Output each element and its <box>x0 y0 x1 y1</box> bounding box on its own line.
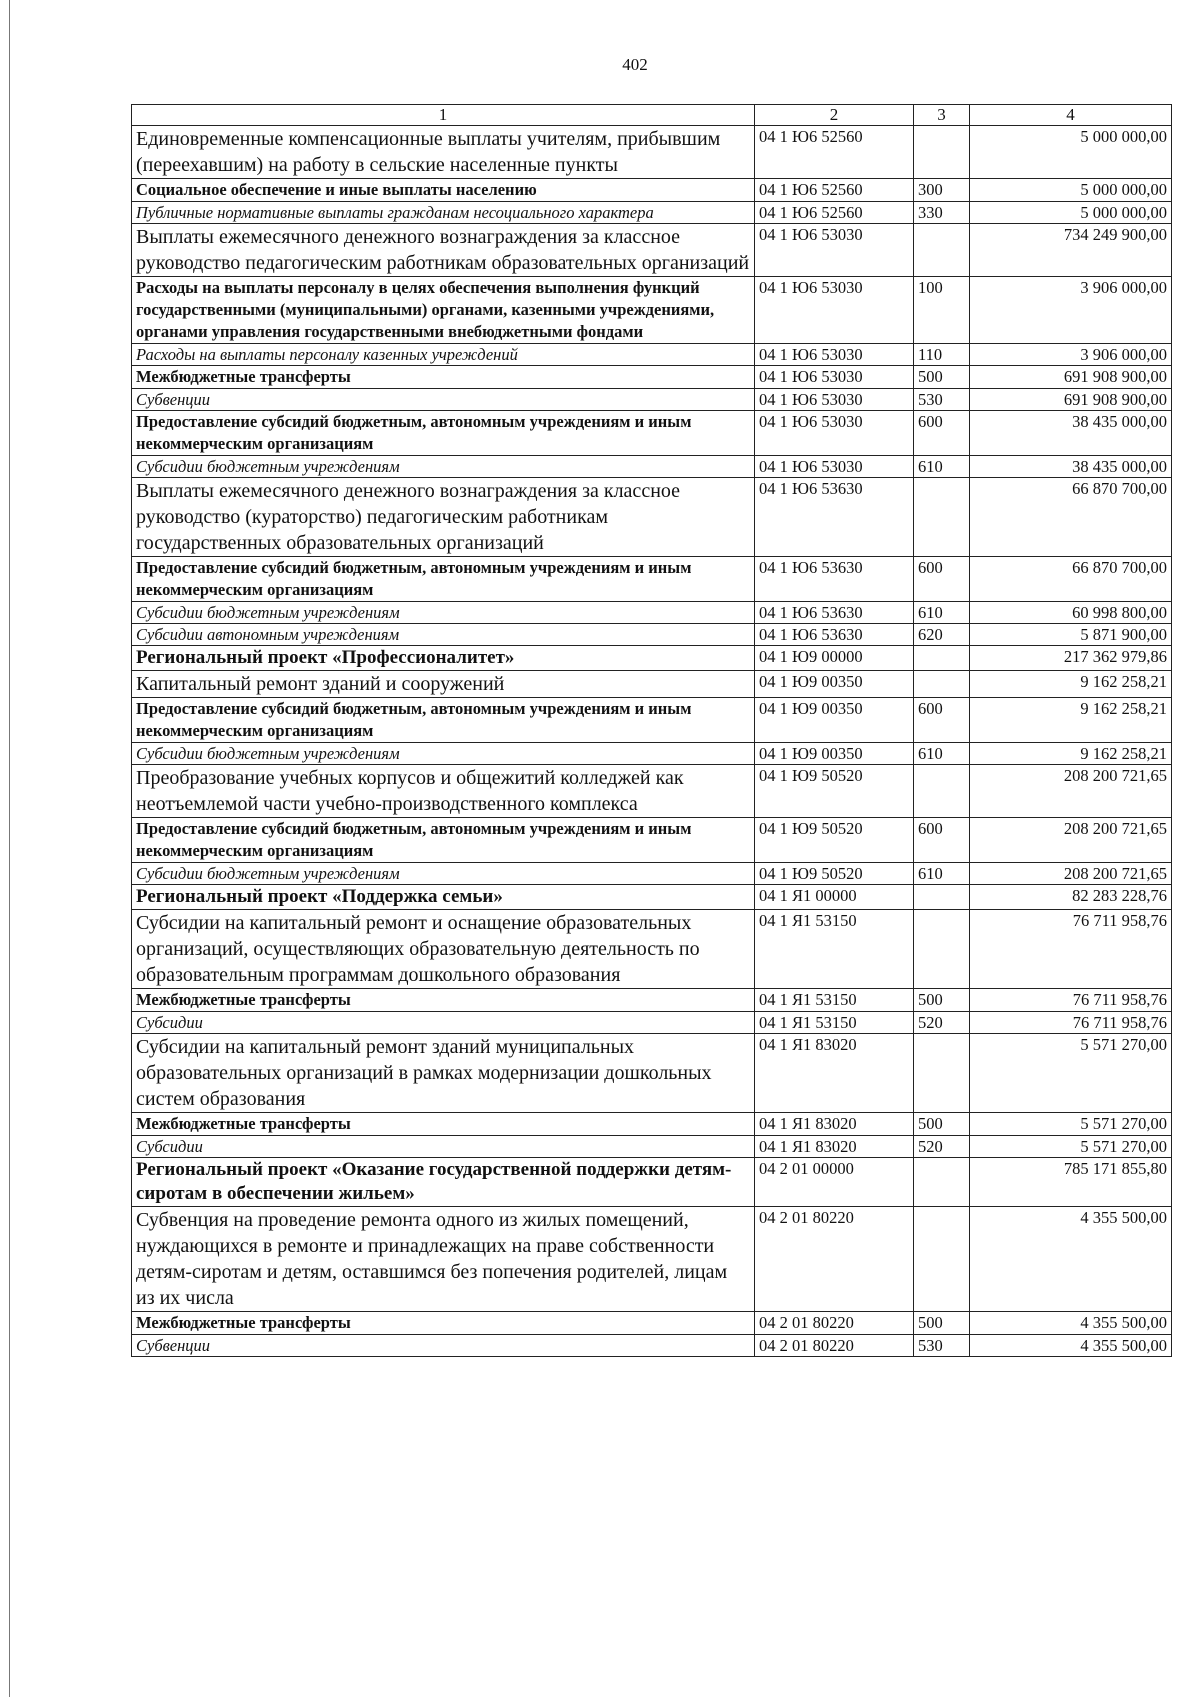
table-row <box>132 624 1172 646</box>
row-code-cell: 04 1 Я1 53150 <box>755 989 914 1012</box>
row-amount-cell: 691 908 900,00 <box>970 389 1172 411</box>
row-amount-cell: 4 355 500,00 <box>970 1207 1172 1312</box>
row-amount-cell: 4 355 500,00 <box>970 1335 1172 1357</box>
row-name-cell: Межбюджетные трансферты <box>132 366 755 389</box>
row-amount-cell: 66 870 700,00 <box>970 557 1172 602</box>
row-expense-type-cell: 610 <box>914 456 970 478</box>
row-amount-cell: 3 906 000,00 <box>970 344 1172 366</box>
header-col-1: 1 <box>132 105 755 126</box>
table-row <box>132 1158 1172 1207</box>
row-amount-cell: 208 200 721,65 <box>970 765 1172 818</box>
table-row <box>132 1335 1172 1357</box>
table-row <box>132 1012 1172 1034</box>
row-code-cell: 04 1 Ю9 50520 <box>755 765 914 818</box>
row-code-cell: 04 1 Ю6 53030 <box>755 344 914 366</box>
table-row <box>132 389 1172 411</box>
row-amount-cell: 3 906 000,00 <box>970 277 1172 344</box>
row-name-cell: Межбюджетные трансферты <box>132 989 755 1012</box>
table-row <box>132 602 1172 624</box>
row-amount-cell: 38 435 000,00 <box>970 411 1172 456</box>
row-amount-cell: 208 200 721,65 <box>970 863 1172 885</box>
table-row <box>132 126 1172 179</box>
row-amount-cell: 60 998 800,00 <box>970 602 1172 624</box>
row-name-cell: Предоставление субсидий бюджетным, автономным учреждениям и иным некоммерческим организациям <box>132 557 755 602</box>
row-amount-cell: 785 171 855,80 <box>970 1158 1172 1207</box>
row-amount-cell: 9 162 258,21 <box>970 671 1172 698</box>
row-name-cell: Межбюджетные трансферты <box>132 1312 755 1335</box>
table-row <box>132 765 1172 818</box>
row-amount-cell: 76 711 958,76 <box>970 989 1172 1012</box>
page-edge-line <box>9 0 10 1697</box>
row-code-cell: 04 1 Ю9 00350 <box>755 743 914 765</box>
row-name-cell: Капитальный ремонт зданий и сооружений <box>132 671 755 698</box>
row-code-cell: 04 1 Я1 83020 <box>755 1113 914 1136</box>
table-row <box>132 478 1172 557</box>
row-expense-type-cell <box>914 224 970 277</box>
row-expense-type-cell: 610 <box>914 863 970 885</box>
row-code-cell: 04 1 Ю6 53630 <box>755 602 914 624</box>
row-expense-type-cell: 500 <box>914 366 970 389</box>
table-row <box>132 344 1172 366</box>
row-name-cell: Субвенции <box>132 1335 755 1357</box>
row-expense-type-cell <box>914 1034 970 1113</box>
row-amount-cell: 5 571 270,00 <box>970 1034 1172 1113</box>
row-code-cell: 04 1 Ю9 00350 <box>755 698 914 743</box>
row-name-cell: Предоставление субсидий бюджетным, автономным учреждениям и иным некоммерческим организациям <box>132 818 755 863</box>
table-row <box>132 1034 1172 1113</box>
row-expense-type-cell <box>914 478 970 557</box>
row-amount-cell: 4 355 500,00 <box>970 1312 1172 1335</box>
row-name-cell: Субвенция на проведение ремонта одного из жилых помещений, нуждающихся в ремонте и принадлежащих на праве собственности детям-сиротам и детям, оставшимся без попечения родителей, лицам из их числа <box>132 1207 755 1312</box>
row-name-cell: Субсидии <box>132 1136 755 1158</box>
header-col-3: 3 <box>914 105 970 126</box>
table-row <box>132 698 1172 743</box>
table-row <box>132 989 1172 1012</box>
row-code-cell: 04 2 01 00000 <box>755 1158 914 1207</box>
table-row <box>132 863 1172 885</box>
table-row <box>132 671 1172 698</box>
row-amount-cell: 5 000 000,00 <box>970 179 1172 202</box>
row-expense-type-cell: 110 <box>914 344 970 366</box>
row-name-cell: Субсидии бюджетным учреждениям <box>132 743 755 765</box>
row-name-cell: Субсидии на капитальный ремонт зданий муниципальных образовательных организаций в рамках модернизации дошкольных систем образования <box>132 1034 755 1113</box>
row-name-cell: Региональный проект «Оказание государственной поддержки детям-сиротам в обеспечении жильем» <box>132 1158 755 1207</box>
row-expense-type-cell: 300 <box>914 179 970 202</box>
row-code-cell: 04 1 Я1 83020 <box>755 1034 914 1113</box>
row-expense-type-cell <box>914 765 970 818</box>
row-code-cell: 04 1 Я1 83020 <box>755 1136 914 1158</box>
row-code-cell: 04 1 Ю6 53030 <box>755 366 914 389</box>
row-expense-type-cell: 500 <box>914 1312 970 1335</box>
table-body <box>132 126 1172 1357</box>
table-row <box>132 910 1172 989</box>
row-amount-cell: 66 870 700,00 <box>970 478 1172 557</box>
row-expense-type-cell: 520 <box>914 1012 970 1034</box>
table-row <box>132 885 1172 910</box>
row-expense-type-cell: 610 <box>914 602 970 624</box>
row-expense-type-cell <box>914 671 970 698</box>
row-code-cell: 04 1 Ю6 53030 <box>755 456 914 478</box>
row-name-cell: Расходы на выплаты персоналу в целях обеспечения выполнения функций государственными (муниципальными) органами, казенными учреждениями, органами управления государственными внебюджетными фондами <box>132 277 755 344</box>
table-row <box>132 818 1172 863</box>
row-expense-type-cell: 600 <box>914 557 970 602</box>
row-code-cell: 04 1 Ю6 53030 <box>755 224 914 277</box>
row-expense-type-cell: 530 <box>914 1335 970 1357</box>
row-amount-cell: 9 162 258,21 <box>970 743 1172 765</box>
row-expense-type-cell: 600 <box>914 411 970 456</box>
table-row <box>132 1136 1172 1158</box>
row-name-cell: Публичные нормативные выплаты гражданам несоциального характера <box>132 202 755 224</box>
row-name-cell: Предоставление субсидий бюджетным, автономным учреждениям и иным некоммерческим организациям <box>132 698 755 743</box>
row-amount-cell: 5 000 000,00 <box>970 202 1172 224</box>
row-expense-type-cell: 100 <box>914 277 970 344</box>
row-code-cell: 04 2 01 80220 <box>755 1207 914 1312</box>
row-code-cell: 04 1 Ю9 50520 <box>755 818 914 863</box>
row-code-cell: 04 1 Я1 53150 <box>755 910 914 989</box>
row-expense-type-cell <box>914 126 970 179</box>
row-amount-cell: 82 283 228,76 <box>970 885 1172 910</box>
row-amount-cell: 9 162 258,21 <box>970 698 1172 743</box>
row-name-cell: Субсидии <box>132 1012 755 1034</box>
row-expense-type-cell: 500 <box>914 1113 970 1136</box>
row-amount-cell: 5 871 900,00 <box>970 624 1172 646</box>
row-amount-cell: 5 000 000,00 <box>970 126 1172 179</box>
table-row <box>132 557 1172 602</box>
row-expense-type-cell: 600 <box>914 698 970 743</box>
table-row <box>132 202 1172 224</box>
table-row <box>132 646 1172 671</box>
row-name-cell: Преобразование учебных корпусов и общежитий колледжей как неотъемлемой части учебно-производственного комплекса <box>132 765 755 818</box>
row-name-cell: Социальное обеспечение и иные выплаты населению <box>132 179 755 202</box>
row-amount-cell: 38 435 000,00 <box>970 456 1172 478</box>
row-code-cell: 04 1 Ю6 53630 <box>755 624 914 646</box>
row-name-cell: Межбюджетные трансферты <box>132 1113 755 1136</box>
header-col-4: 4 <box>970 105 1172 126</box>
row-amount-cell: 76 711 958,76 <box>970 1012 1172 1034</box>
table-row <box>132 1312 1172 1335</box>
row-code-cell: 04 2 01 80220 <box>755 1335 914 1357</box>
table-row <box>132 1207 1172 1312</box>
table-row <box>132 179 1172 202</box>
row-amount-cell: 691 908 900,00 <box>970 366 1172 389</box>
row-code-cell: 04 1 Я1 00000 <box>755 885 914 910</box>
row-code-cell: 04 2 01 80220 <box>755 1312 914 1335</box>
row-name-cell: Единовременные компенсационные выплаты учителям, прибывшим (переехавшим) на работу в сельские населенные пункты <box>132 126 755 179</box>
row-name-cell: Выплаты ежемесячного денежного вознаграждения за классное руководство педагогическим работникам образовательных организаций <box>132 224 755 277</box>
row-amount-cell: 208 200 721,65 <box>970 818 1172 863</box>
row-expense-type-cell <box>914 910 970 989</box>
row-name-cell: Региональный проект «Профессионалитет» <box>132 646 755 671</box>
row-expense-type-cell <box>914 885 970 910</box>
row-name-cell: Выплаты ежемесячного денежного вознаграждения за классное руководство (кураторство) педагогическим работникам государственных образовательных организаций <box>132 478 755 557</box>
row-code-cell: 04 1 Ю6 52560 <box>755 126 914 179</box>
row-code-cell: 04 1 Ю9 00000 <box>755 646 914 671</box>
row-expense-type-cell: 330 <box>914 202 970 224</box>
row-expense-type-cell: 530 <box>914 389 970 411</box>
table-row <box>132 277 1172 344</box>
row-code-cell: 04 1 Ю6 53630 <box>755 478 914 557</box>
table-row <box>132 743 1172 765</box>
row-code-cell: 04 1 Ю6 53630 <box>755 557 914 602</box>
row-code-cell: 04 1 Ю6 53030 <box>755 411 914 456</box>
row-code-cell: 04 1 Ю6 52560 <box>755 179 914 202</box>
row-amount-cell: 734 249 900,00 <box>970 224 1172 277</box>
row-expense-type-cell: 620 <box>914 624 970 646</box>
row-name-cell: Субсидии бюджетным учреждениям <box>132 863 755 885</box>
row-code-cell: 04 1 Ю6 53030 <box>755 277 914 344</box>
header-row <box>132 105 1172 126</box>
row-code-cell: 04 1 Ю6 53030 <box>755 389 914 411</box>
row-name-cell: Предоставление субсидий бюджетным, автономным учреждениям и иным некоммерческим организациям <box>132 411 755 456</box>
row-name-cell: Субсидии бюджетным учреждениям <box>132 602 755 624</box>
page-number: 402 <box>622 55 648 74</box>
row-code-cell: 04 1 Ю6 52560 <box>755 202 914 224</box>
table-row <box>132 1113 1172 1136</box>
row-expense-type-cell: 520 <box>914 1136 970 1158</box>
row-name-cell: Субсидии автономным учреждениям <box>132 624 755 646</box>
row-code-cell: 04 1 Ю9 00350 <box>755 671 914 698</box>
table-row <box>132 411 1172 456</box>
row-amount-cell: 217 362 979,86 <box>970 646 1172 671</box>
row-expense-type-cell <box>914 646 970 671</box>
row-expense-type-cell <box>914 1158 970 1207</box>
row-expense-type-cell: 610 <box>914 743 970 765</box>
budget-table <box>131 104 1172 1357</box>
row-name-cell: Субсидии бюджетным учреждениям <box>132 456 755 478</box>
row-amount-cell: 5 571 270,00 <box>970 1113 1172 1136</box>
row-expense-type-cell <box>914 1207 970 1312</box>
row-name-cell: Субвенции <box>132 389 755 411</box>
row-code-cell: 04 1 Ю9 50520 <box>755 863 914 885</box>
row-expense-type-cell: 600 <box>914 818 970 863</box>
table-row <box>132 366 1172 389</box>
table-row <box>132 456 1172 478</box>
row-name-cell: Региональный проект «Поддержка семьи» <box>132 885 755 910</box>
header-col-2: 2 <box>755 105 914 126</box>
row-code-cell: 04 1 Я1 53150 <box>755 1012 914 1034</box>
row-amount-cell: 5 571 270,00 <box>970 1136 1172 1158</box>
row-name-cell: Субсидии на капитальный ремонт и оснащение образовательных организаций, осуществляющих образовательную деятельность по образовательным программам дошкольного образования <box>132 910 755 989</box>
row-expense-type-cell: 500 <box>914 989 970 1012</box>
table-row <box>132 224 1172 277</box>
row-amount-cell: 76 711 958,76 <box>970 910 1172 989</box>
row-name-cell: Расходы на выплаты персоналу казенных учреждений <box>132 344 755 366</box>
